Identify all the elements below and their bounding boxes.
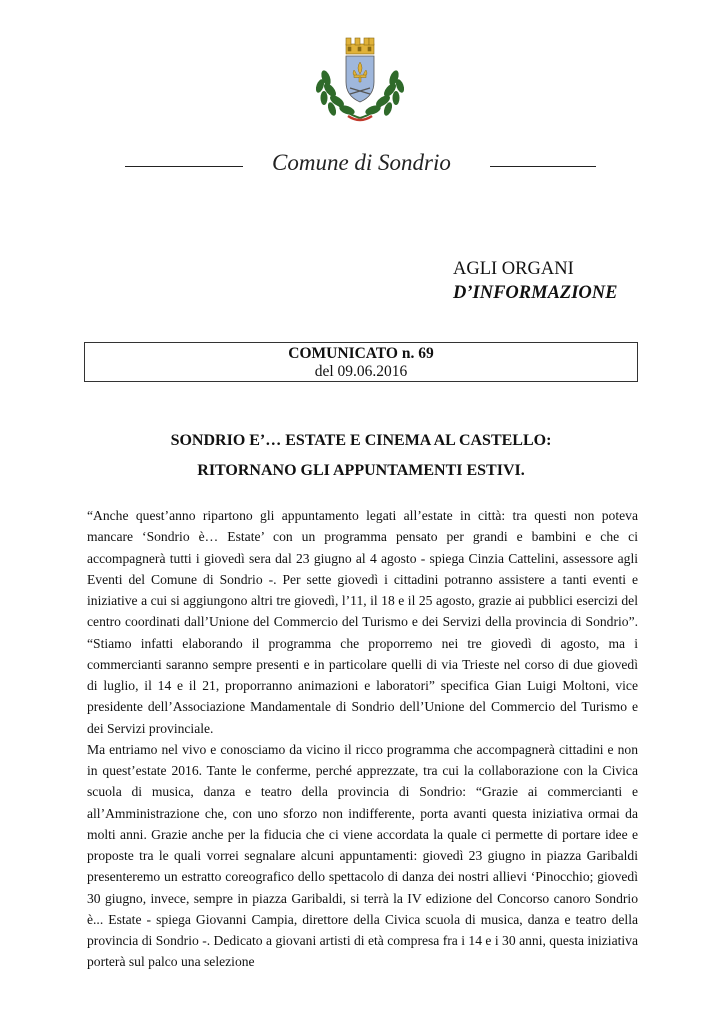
body-paragraph-2: Ma entriamo nel vivo e conosciamo da vicino il ricco programma che accompagnerà cittadini e non in quest’estate 2016. Tante le conferme, perché apprezzate, tra cui la collaborazione con la Civica scuola di musica, danza e teatro della provincia di Sondrio: “Grazie ai commercianti e all’Amministrazione che, con uno sforzo non indifferente, porta avanti questa iniziativa ormai da molti anni. Grazie anche per la fiducia che ci viene accordata la quale ci permette di portare idee e proposte tra le quali vorrei segnalare alcuni appuntamenti: giovedì 23 giugno in piazza Garibaldi presenteremo un estratto coreografico dello spettacolo di danza dei nostri allievi ‘Pinocchio; giovedì 30 giugno, invece, sempre in piazza Garibaldi, si terrà la IV edizione del Concorso canoro Sondrio è... Estate - spiega Giovanni Campia, direttore della Civica scuola di musica, danza e teatro della provincia di Sondrio -. Dedicato a giovani artisti di età compresa fra i 14 e i 30 anni, questa iniziativa porterà sul palco una selezione [87,741,638,970]
communique-box [84,342,638,382]
municipality-name: Comune di Sondrio [272,150,451,175]
communique-number: COMUNICATO n. 69 [288,345,434,362]
letterhead-rule-right [490,166,596,167]
municipal-crest-icon [310,30,410,125]
headline-line-1: SONDRIO E’… ESTATE E CINEMA AL CASTELLO: [170,432,552,449]
addressee-block [453,257,617,305]
addressee-line-2: D’INFORMAZIONE [453,283,618,303]
press-release-body [87,505,638,973]
body-paragraph-1: “Anche quest’anno ripartono gli appuntamento legati all’estate in città: tra questi non poteva mancare ‘Sondrio è… Estate’ con un programma pensato per grandi e bambini e che ci accompagnerà tutti i giovedì sera dal 23 giugno al 4 agosto - spiega Cinzia Cattelini, assessore agli Eventi del Comune di Sondrio -. Per sette giovedì i cittadini potranno assistere a tanti eventi e iniziative a cui si aggiungono altri tre giovedì, l’11, il 18 e il 25 agosto, grazie ai pubblici esercizi del centro coordinati dall’Unione del Commercio del Turismo e dei Servizi della provincia di Sondrio”. “Stiamo infatti elaborando il programma che proporremo nei tre giovedì di agosto, ma i commercianti saranno sempre presenti e in particolare quelli di via Trieste nel corso di due giovedì di luglio, il 14 e il 21, proporranno animazioni e laboratori” specifica Gian Luigi Moltoni, vice presidente dell’Associazione Mandamentale di Sondrio dell’Unione del Commercio del Turismo e dei Servizi provinciale. [87,508,638,736]
headline-line-2: RITORNANO GLI APPUNTAMENTI ESTIVI. [197,462,525,479]
letterhead [0,150,724,190]
communique-date: del 09.06.2016 [314,363,408,380]
press-release-headline [84,426,638,486]
addressee-line-1: AGLI ORGANI [453,259,574,279]
letterhead-rule-left [125,166,243,167]
